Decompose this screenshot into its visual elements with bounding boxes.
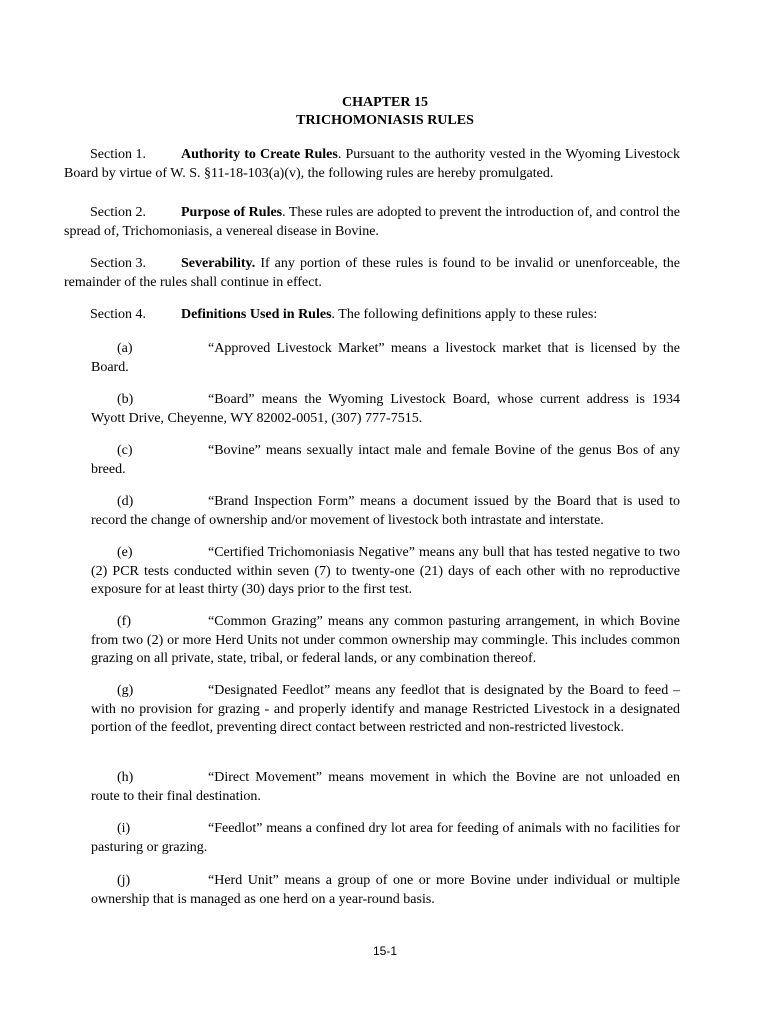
definition-e — [91, 544, 680, 600]
definition-label: (b) — [117, 392, 134, 407]
definition-label: (e) — [117, 545, 133, 560]
section-label: Section 2. — [90, 205, 146, 220]
section-title: Authority to Create Rules — [181, 147, 338, 162]
definition-f — [91, 613, 680, 669]
section-text: If any portion of these rules is found to be invalid or unenforceable, the remainder of the rules shall continue in effect. — [64, 256, 680, 290]
definition-i — [91, 820, 680, 857]
chapter-heading: CHAPTER 15 — [342, 95, 428, 110]
section-label: Section 3. — [90, 256, 146, 271]
section-1 — [64, 146, 680, 183]
definition-g — [91, 682, 680, 738]
section-text: . The following definitions apply to these rules: — [331, 307, 598, 322]
definition-label: (h) — [117, 770, 134, 785]
definition-label: (c) — [117, 443, 133, 458]
definition-text: “Brand Inspection Form” means a document issued by the Board that is used to record the change of ownership and/or movement of livestock both intrastate and interstate. — [91, 494, 680, 528]
definition-text: “Board” means the Wyoming Livestock Board, whose current address is 1934 Wyott Drive, Cheyenne, WY 82002-0051, (307) 777-7515. — [91, 392, 680, 426]
definition-label: (g) — [117, 683, 134, 698]
definition-text: “Herd Unit” means a group of one or more Bovine under individual or multiple ownership that is managed as one herd on a year-round basis. — [91, 873, 680, 907]
section-text: . These rules are adopted to prevent the introduction of, and control the spread of, Trichomoniasis, a venereal disease in Bovine. — [64, 205, 680, 239]
section-label: Section 1. — [90, 147, 146, 162]
definition-label: (a) — [117, 341, 133, 356]
definition-c — [91, 442, 680, 479]
page-number: 15-1 — [372, 944, 398, 958]
section-label: Section 4. — [90, 307, 146, 322]
chapter-title: TRICHOMONIASIS RULES — [296, 113, 474, 128]
definition-text: “Direct Movement” means movement in which the Bovine are not unloaded en route to their final destination. — [91, 770, 680, 804]
definition-text: “Certified Trichomoniasis Negative” means any bull that has tested negative to two (2) PCR tests conducted within seven (7) to twenty-one (21) days of each other with no reproductive exposure for at least thirty (30) days prior to the first test. — [91, 545, 680, 597]
definition-text: “Approved Livestock Market” means a livestock market that is licensed by the Board. — [91, 341, 680, 375]
definition-j — [91, 872, 680, 909]
definition-label: (i) — [117, 821, 131, 836]
section-3 — [64, 255, 680, 292]
section-4 — [64, 306, 680, 325]
definition-h — [91, 769, 680, 806]
definition-text: “Bovine” means sexually intact male and female Bovine of the genus Bos of any breed. — [91, 443, 680, 477]
section-title: Purpose of Rules — [181, 205, 283, 220]
definition-text: “Designated Feedlot” means any feedlot that is designated by the Board to feed – with no provision for grazing - and properly identify and manage Restricted Livestock in a designated portion of the feedlot, preventing direct contact between restricted and non-restricted livestock. — [91, 683, 680, 735]
section-title: Definitions Used in Rules — [181, 307, 332, 322]
definition-label: (f) — [117, 614, 131, 629]
section-2 — [64, 204, 680, 241]
definition-label: (d) — [117, 494, 134, 509]
section-text: . Pursuant to the authority vested in the Wyoming Livestock Board by virtue of W. S. §11-18-103(a)(v), the following rules are hereby promulgated. — [64, 147, 680, 181]
definition-d — [91, 493, 680, 530]
definition-a — [91, 340, 680, 377]
definition-text: “Feedlot” means a confined dry lot area for feeding of animals with no facilities for pasturing or grazing. — [91, 821, 680, 855]
definition-b — [91, 391, 680, 428]
section-title: Severability. — [181, 256, 256, 271]
definition-text: “Common Grazing” means any common pasturing arrangement, in which Bovine from two (2) or more Herd Units not under common ownership may commingle. This includes common grazing on all private, state, tribal, or federal lands, or any combination thereof. — [91, 614, 680, 666]
definition-label: (j) — [117, 873, 131, 888]
